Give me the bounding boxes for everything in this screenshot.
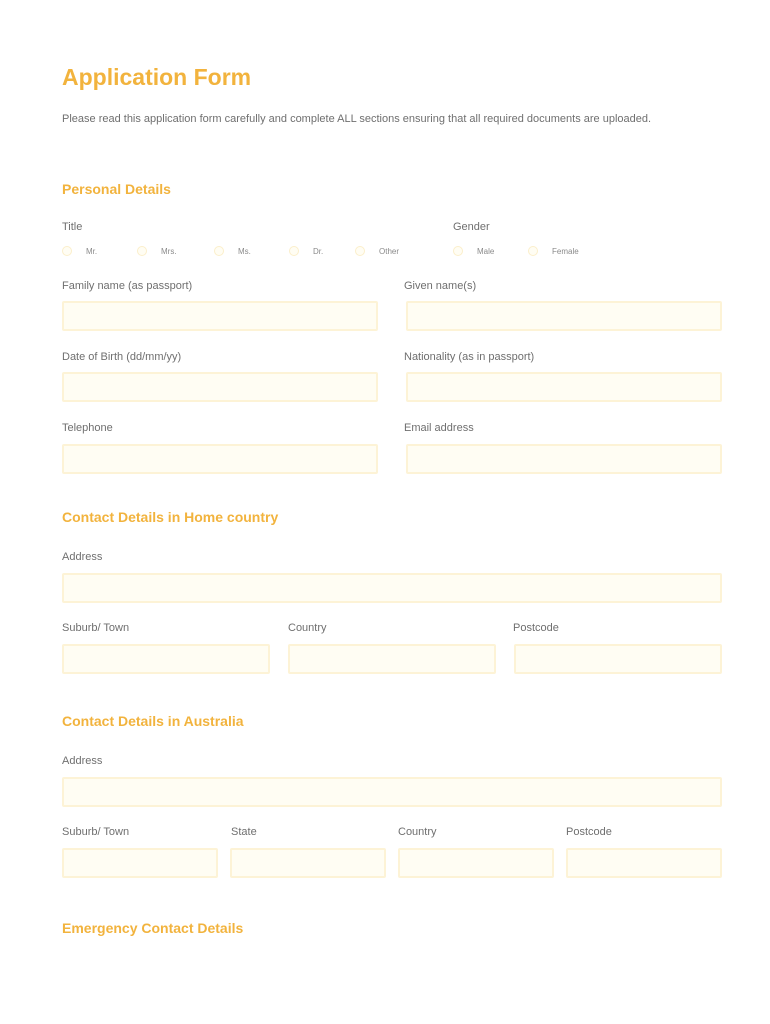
family-name-field[interactable] xyxy=(62,301,378,331)
aus-country-field[interactable] xyxy=(398,848,554,878)
radio-icon[interactable] xyxy=(137,246,147,256)
intro-text: Please read this application form carefully and complete ALL sections ensuring that all required documents are uploaded. xyxy=(62,113,652,125)
gender-label: Gender xyxy=(453,221,490,233)
gender-option-label: Female xyxy=(552,246,579,256)
aus-postcode-field[interactable] xyxy=(566,848,722,878)
dob-label: Date of Birth (dd/mm/yy) xyxy=(62,351,182,363)
gender-option-male[interactable] xyxy=(453,246,494,256)
title-option-label: Mrs. xyxy=(161,246,177,256)
aus-country-label: Country xyxy=(398,826,437,838)
title-option-ms[interactable] xyxy=(214,246,251,256)
home-address-field[interactable] xyxy=(62,573,722,603)
section-home-contact: Contact Details in Home country xyxy=(62,509,279,525)
email-field[interactable] xyxy=(406,444,722,474)
title-option-dr[interactable] xyxy=(289,246,323,256)
title-option-other[interactable] xyxy=(355,246,399,256)
home-country-label: Country xyxy=(288,622,327,634)
radio-icon[interactable] xyxy=(62,246,72,256)
gender-option-female[interactable] xyxy=(528,246,579,256)
home-suburb-label: Suburb/ Town xyxy=(62,622,130,634)
title-option-mrs[interactable] xyxy=(137,246,177,256)
page-title: Application Form xyxy=(62,64,252,90)
given-names-label: Given name(s) xyxy=(404,280,477,292)
title-option-mr[interactable] xyxy=(62,246,97,256)
aus-state-label: State xyxy=(231,826,257,838)
aus-state-field[interactable] xyxy=(230,848,386,878)
radio-icon[interactable] xyxy=(289,246,299,256)
section-personal-details: Personal Details xyxy=(62,181,171,197)
telephone-field[interactable] xyxy=(62,444,378,474)
gender-option-label: Male xyxy=(477,246,495,256)
radio-icon[interactable] xyxy=(355,246,365,256)
section-australia-contact: Contact Details in Australia xyxy=(62,713,244,729)
aus-address-label: Address xyxy=(62,755,103,767)
telephone-label: Telephone xyxy=(62,422,113,434)
email-label: Email address xyxy=(404,422,474,434)
aus-postcode-label: Postcode xyxy=(566,826,612,838)
section-emergency-contact: Emergency Contact Details xyxy=(62,920,244,936)
title-option-label: Ms. xyxy=(238,246,251,256)
given-names-field[interactable] xyxy=(406,301,722,331)
title-label: Title xyxy=(62,221,83,233)
title-option-label: Mr. xyxy=(86,246,98,256)
home-postcode-field[interactable] xyxy=(514,644,722,674)
title-option-label: Other xyxy=(379,246,400,256)
home-country-field[interactable] xyxy=(288,644,496,674)
title-option-label: Dr. xyxy=(313,246,324,256)
nationality-label: Nationality (as in passport) xyxy=(404,351,535,363)
home-postcode-label: Postcode xyxy=(513,622,559,634)
radio-icon[interactable] xyxy=(453,246,463,256)
family-name-label: Family name (as passport) xyxy=(62,280,193,292)
radio-icon[interactable] xyxy=(528,246,538,256)
aus-suburb-label: Suburb/ Town xyxy=(62,826,130,838)
nationality-field[interactable] xyxy=(406,372,722,402)
aus-address-field[interactable] xyxy=(62,777,722,807)
aus-suburb-field[interactable] xyxy=(62,848,218,878)
radio-icon[interactable] xyxy=(214,246,224,256)
dob-field[interactable] xyxy=(62,372,378,402)
home-address-label: Address xyxy=(62,551,103,563)
home-suburb-field[interactable] xyxy=(62,644,270,674)
